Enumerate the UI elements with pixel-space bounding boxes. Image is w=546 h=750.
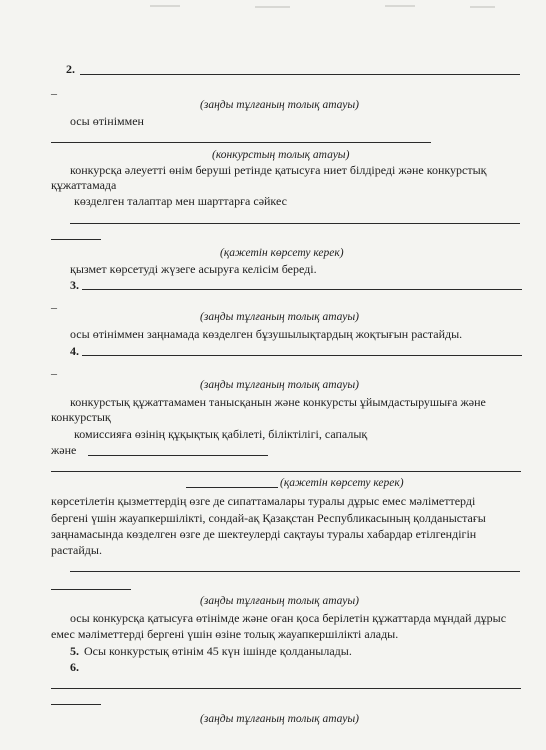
para-resp-line-4: растайды. <box>51 543 102 557</box>
para-intent-line-1: конкурсқа әлеуетті өнім беруші ретінде қатысуға ниет білдіреді және конкурстық <box>70 163 487 177</box>
caption-legal-name: (заңды тұлғаның толық атауы) <box>200 99 359 111</box>
short-fill-line <box>51 239 101 240</box>
caption-legal-name: (заңды тұлғаның толық атауы) <box>200 311 359 323</box>
caption-specify: (қажетін көрсету керек) <box>280 477 404 489</box>
dash-mark: – <box>51 86 57 100</box>
scan-artifact-top <box>385 5 415 7</box>
item-2-fill-line <box>80 74 520 75</box>
dash-mark: – <box>51 366 57 380</box>
para-resp-line-3: заңнамасында көзделген өзге де шектеулерді сақтауы туралы хабардар етілгендігін <box>51 527 477 541</box>
para-agree: қызмет көрсетуді жүзеге асыруға келісім береді. <box>70 262 317 276</box>
contest-name-fill-line <box>51 142 431 143</box>
qualities-fill-line-2 <box>51 471 521 472</box>
scan-artifact-top <box>470 6 495 8</box>
item-4-number: 4. <box>70 344 79 358</box>
specify-fill-line <box>186 487 278 488</box>
service-fill-line <box>70 223 520 224</box>
para-full-line-2: емес мәліметтерді бергені үшін өзіне толық жауапкершілікті алады. <box>51 627 399 641</box>
caption-specify: (қажетін көрсету керек) <box>220 247 344 259</box>
item-4-fill-line <box>82 355 522 356</box>
item-5-number: 5. <box>70 644 79 658</box>
caption-legal-name: (заңды тұлғаның толық атауы) <box>200 713 359 725</box>
para-resp-line-2: бергені үшін жауапкершілікті, сондай-ақ Қазақстан Республикасының қолданыстағы <box>51 511 486 525</box>
item-3-fill-line <box>82 289 522 290</box>
item-2-number: 2. <box>66 62 75 76</box>
caption-legal-name: (заңды тұлғаның толық атауы) <box>200 595 359 607</box>
short-fill-line <box>51 589 131 590</box>
para-full-line-1: осы конкурсқа қатысуға өтінімде және оған қоса берілетін құжаттарда мұндай дұрыс <box>70 611 507 625</box>
qualities-fill-line <box>88 455 268 456</box>
short-fill-line <box>51 704 101 705</box>
para-intent-line-3: көзделген талаптар мен шарттарға сәйкес <box>74 194 287 208</box>
para-familiar-line-2: конкурстық <box>51 410 111 424</box>
para-confirm: осы өтініммен заңнамада көзделген бұзушылықтардың жоқтығын растайды. <box>70 327 463 341</box>
caption-contest-name: (конкурстың толық атауы) <box>212 149 350 161</box>
line-hereby: осы өтініммен <box>70 114 144 128</box>
scan-artifact-top <box>150 5 180 7</box>
caption-legal-name: (заңды тұлғаның толық атауы) <box>200 379 359 391</box>
para-familiar-line-3: комиссияға өзінің құқықтық қабілеті, біліктілігі, сапалық <box>74 427 368 441</box>
item-5-text: Осы конкурстық өтінім 45 күн ішінде қолданылады. <box>84 644 352 658</box>
scan-artifact-top <box>255 6 290 8</box>
para-intent-line-2: құжаттамада <box>51 178 117 192</box>
item-3-number: 3. <box>70 278 79 292</box>
item-6-fill-line <box>51 688 521 689</box>
legal-name-fill-line <box>70 571 520 572</box>
para-familiar-line-1: конкурстық құжаттамамен танысқанын және конкурсты ұйымдастырушыға және <box>70 395 486 409</box>
para-resp-line-1: көрсетілетін қызметтердің өзге де сипаттамалары туралы дұрыс емес мәліметтерді <box>51 494 476 508</box>
item-6-number: 6. <box>70 660 79 674</box>
para-familiar-line-4: және <box>51 443 77 457</box>
dash-mark: – <box>51 300 57 314</box>
